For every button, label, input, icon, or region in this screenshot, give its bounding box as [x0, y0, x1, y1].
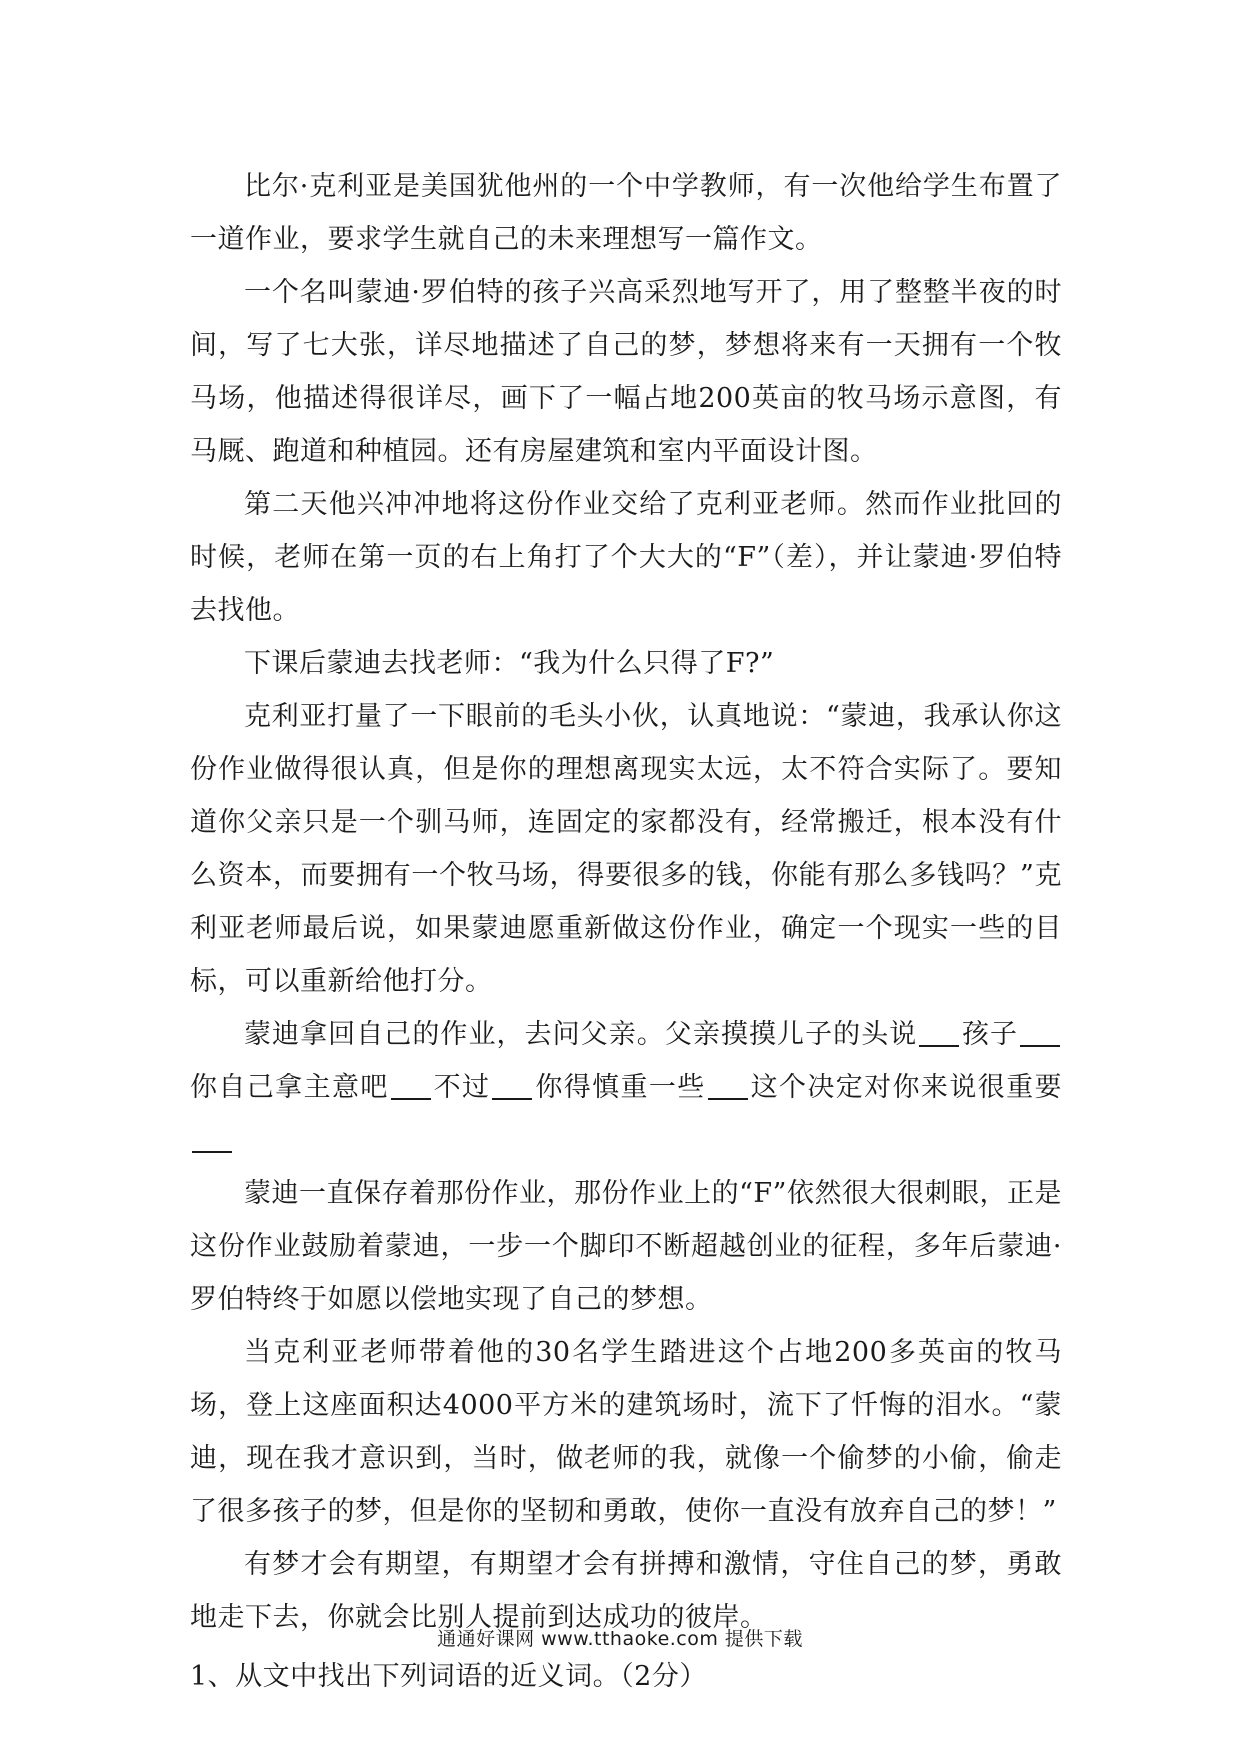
- paragraph-1: 比尔·克利亚是美国犹他州的一个中学教师，有一次他给学生布置了一道作业，要求学生就自己的未来理想写一篇作文。: [190, 171, 1062, 255]
- fill-segment: 你自己拿主意吧: [190, 1072, 389, 1103]
- question-1: 1、从文中找出下列词语的近义词。（2分）: [190, 1661, 707, 1692]
- paragraph-9: 有梦才会有期望，有期望才会有拼搏和激情，守住自己的梦，勇敢地走下去，你就会比别人提前到达成功的彼岸。: [190, 1549, 1062, 1633]
- fill-segment: 你得慎重一些: [534, 1072, 706, 1103]
- fill-segment: 孩子: [961, 1019, 1019, 1050]
- punctuation-blank: [391, 1071, 431, 1100]
- fill-segment: 蒙迪拿回自己的作业，去问父亲。父亲摸摸儿子的头说: [244, 1019, 918, 1050]
- fill-segment: 这个决定对你来说很重要: [749, 1072, 1063, 1103]
- punctuation-blank: [492, 1071, 532, 1100]
- paragraph-3: 第二天他兴冲冲地将这份作业交给了克利亚老师。然而作业批回的时候，老师在第一页的右上角打了个大大的“F”（差），并让蒙迪·罗伯特去找他。: [190, 489, 1062, 626]
- page-footer: 通通好课网 www.tthaoke.com 提供下载: [437, 1628, 803, 1650]
- article-body: [190, 160, 1062, 1703]
- paragraph-7: 蒙迪一直保存着那份作业，那份作业上的“F”依然很大很刺眼，正是这份作业鼓励着蒙迪，一步一个脚印不断超越创业的征程，多年后蒙迪·罗伯特终于如愿以偿地实现了自己的梦想。: [190, 1178, 1062, 1315]
- fill-segment: 不过: [432, 1072, 491, 1103]
- paragraph-4: 下课后蒙迪去找老师：“我为什么只得了F?”: [244, 648, 775, 679]
- punctuation-blank: [192, 1124, 232, 1153]
- fill-in-blank-paragraph: [190, 1008, 1062, 1167]
- punctuation-blank: [919, 1018, 959, 1047]
- paragraph-8: 当克利亚老师带着他的30名学生踏进这个占地200多英亩的牧马场，登上这座面积达4000平方米的建筑场时，流下了忏悔的泪水。“蒙迪，现在我才意识到，当时，做老师的我，就像一个偷梦的小偷，偷走了很多孩子的梦，但是你的坚韧和勇敢，使你一直没有放弃自己的梦！”: [190, 1337, 1062, 1527]
- paragraph-2: 一个名叫蒙迪·罗伯特的孩子兴高采烈地写开了，用了整整半夜的时间，写了七大张，详尽地描述了自己的梦，梦想将来有一天拥有一个牧马场，他描述得很详尽，画下了一幅占地200英亩的牧马场示意图，有马厩、跑道和种植园。还有房屋建筑和室内平面设计图。: [190, 277, 1062, 467]
- punctuation-blank: [1020, 1018, 1060, 1047]
- punctuation-blank: [708, 1071, 748, 1100]
- paragraph-5: 克利亚打量了一下眼前的毛头小伙，认真地说：“蒙迪，我承认你这份作业做得很认真，但是你的理想离现实太远，太不符合实际了。要知道你父亲只是一个驯马师，连固定的家都没有，经常搬迁，根本没有什么资本，而要拥有一个牧马场，得要很多的钱，你能有那么多钱吗？”克利亚老师最后说，如果蒙迪愿重新做这份作业，确定一个现实一些的目标，可以重新给他打分。: [190, 701, 1062, 997]
